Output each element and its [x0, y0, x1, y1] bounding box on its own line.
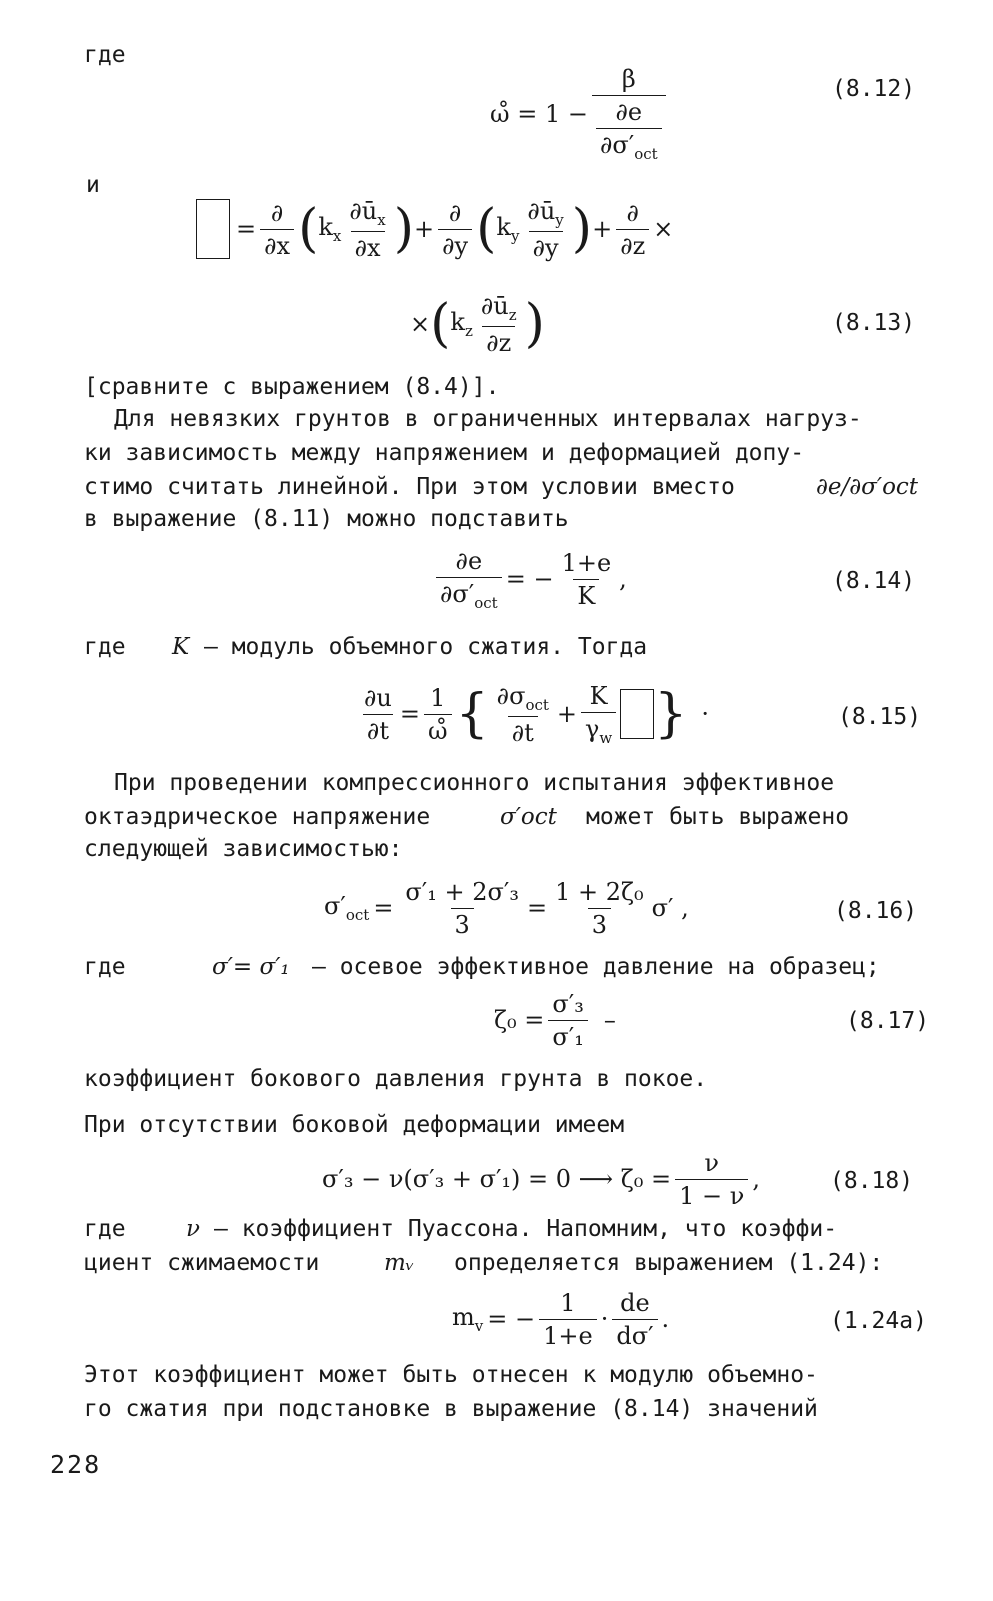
eq812-den-den — [596, 128, 662, 163]
eq814-label: (8.14) — [832, 568, 916, 594]
eq124a-d1: 1+e — [539, 1319, 597, 1350]
para1-line4: в выражение (8.11) можно подставить — [84, 506, 569, 532]
eq815-kfrac — [581, 682, 616, 747]
eq815-knum: K — [589, 681, 608, 710]
eq812-label: (8.12) — [832, 76, 916, 102]
eq815-dot: · — [701, 700, 709, 728]
eq813-kx-text: k — [318, 213, 333, 241]
eq813-paren-open-z: ( — [430, 294, 451, 354]
eq816-eq: = — [373, 894, 394, 922]
eq813-duz-sub: z — [508, 305, 517, 324]
eq814-rhs — [558, 549, 616, 610]
eq813-duxdx — [345, 197, 389, 262]
eq124a-end: . — [661, 1305, 670, 1333]
eq813-duz — [477, 292, 521, 326]
eq813-paren-close-y: ) — [571, 199, 593, 259]
eq816-lhs-sub: oct — [345, 906, 370, 924]
para3-line1: При отсутствии боковой деформации имеем — [84, 1112, 625, 1138]
eq124a-lhs — [452, 1303, 483, 1335]
eq813-duy-sub: y — [555, 210, 564, 229]
eq813-duzdz-den: ∂z — [482, 326, 515, 357]
where-label-2: где — [84, 634, 126, 660]
eq124a-d2: dσ′ — [612, 1319, 657, 1350]
eq813-kz-text: k — [450, 308, 465, 336]
equation-8-14 — [432, 540, 627, 618]
eq813-ky — [496, 213, 519, 245]
eq818-lhs: σ′₃ − ν(σ′₃ + σ′₁) = 0 ⟶ ζ₀ = — [322, 1165, 672, 1193]
eq814-eq: = − — [505, 565, 554, 593]
eq813-dux-text: ∂ū — [349, 196, 378, 225]
eq814-den — [436, 577, 502, 612]
eq816-n2: 1 + 2ζ₀ — [555, 877, 644, 906]
eq813-kz-sub: z — [464, 322, 473, 340]
eq815-inner-den: ∂t — [508, 716, 538, 747]
eq816-lhs — [324, 892, 369, 924]
eq813-duydy — [523, 197, 567, 262]
eq812-den-den-text: ∂σ′ — [599, 131, 635, 159]
eq813-ddx-num: ∂ — [270, 198, 284, 227]
eq813-kx-sub: x — [332, 227, 342, 245]
and-label: и — [86, 172, 100, 198]
eq815-brace-open: { — [455, 684, 489, 744]
eq813-plus-2: + — [592, 215, 613, 243]
equation-8-16 — [324, 870, 689, 946]
where3-rest: – осевое эффективное давление на образец; — [312, 954, 880, 980]
eq813-paren-close-z: ) — [524, 294, 545, 354]
eq813-ddx-den: ∂x — [260, 229, 294, 260]
eq815-bracket-right — [637, 689, 654, 739]
para1-line1: Для невязких грунтов в ограниченных интервалах нагруз- — [114, 406, 862, 432]
eq815-brace-close: } — [654, 684, 688, 744]
para1-line3: стимо считать линейной. При этом условии вместо — [84, 474, 735, 500]
where2-rest: – модуль объемного сжатия. Тогда — [204, 634, 648, 660]
para2-line2b: может быть выражено — [586, 804, 850, 830]
eq814-comma: , — [619, 565, 627, 593]
eq813-paren-open-x: ( — [298, 199, 319, 259]
eq816-frac1 — [401, 878, 523, 939]
eq817-frac — [548, 990, 587, 1051]
eq815-eq: = — [399, 700, 420, 728]
eq124a-label: (1.24a) — [830, 1308, 927, 1334]
eq813-times-2: × — [410, 310, 431, 338]
eq816-n1: σ′₁ + 2σ′₃ — [405, 877, 519, 906]
eq814-den-text: ∂σ′ — [440, 579, 475, 608]
eq813-ky-text: k — [496, 213, 511, 241]
para5-line2: го сжатия при подстановке в выражение (8.14) значений — [84, 1396, 818, 1422]
eq815-den: ∂t — [363, 714, 393, 745]
eq813-ddy — [438, 199, 472, 260]
eq814-den-sub: oct — [474, 593, 498, 612]
coef-line: коэффициент бокового давления грунта в покое. — [84, 1066, 708, 1092]
eq813-kx — [318, 213, 341, 245]
eq813-plus-1: + — [414, 215, 435, 243]
eq813-duydy-den: ∂y — [529, 231, 563, 262]
page-number: 228 — [50, 1450, 102, 1479]
eq818-frac — [675, 1149, 748, 1210]
eq815-inner-num-sub: oct — [525, 695, 549, 714]
eq817-den: σ′₁ — [548, 1020, 587, 1051]
eq124a-frac1 — [539, 1289, 597, 1350]
eq815-label: (8.15) — [838, 704, 922, 730]
eq814-rnum: 1+e — [561, 548, 612, 577]
eq813-paren-open-y: ( — [476, 199, 497, 259]
eq813-dux — [345, 197, 389, 231]
empty-bracket-right — [213, 199, 230, 259]
eq816-frac2 — [551, 878, 648, 939]
eq813-label: (8.13) — [832, 310, 916, 336]
eq815-lhs — [360, 684, 396, 745]
eq815-kden-sub: w — [599, 728, 613, 747]
equation-8-13-line1 — [196, 184, 673, 274]
eq813-ky-sub: y — [510, 227, 520, 245]
equation-8-18 — [322, 1146, 760, 1212]
eq813-paren-close-x: ) — [393, 199, 415, 259]
eq816-label: (8.16) — [834, 898, 918, 924]
para4-line2a: циент сжимаемости — [84, 1250, 320, 1276]
eq813-duzdz — [477, 292, 521, 357]
eq813-duy — [523, 197, 567, 231]
equation-8-17 — [494, 986, 616, 1054]
para2-line2a: октаэдрическое напряжение — [84, 804, 431, 830]
eq813-duxdx-den: ∂x — [351, 231, 385, 262]
eq813-ddy-num: ∂ — [448, 198, 462, 227]
eq817-num: σ′₃ — [552, 989, 584, 1018]
eq812-den-den-sub: oct — [634, 145, 658, 163]
para2-line1: При проведении компрессионного испытания эффективное — [114, 770, 835, 796]
eq124a-n1: 1 — [560, 1288, 576, 1317]
eq813-duz-text: ∂ū — [480, 291, 509, 320]
eq814-num: ∂e — [455, 546, 483, 575]
eq812-inner-fraction — [596, 98, 662, 163]
equation-8-12 — [490, 66, 670, 162]
where-label-4: где — [84, 1216, 126, 1242]
para5-line1: Этот коэффициент может быть отнесен к модулю объемно- — [84, 1362, 818, 1388]
para1-line3-expr: ∂e/∂σ′oct — [816, 474, 919, 500]
eq815-num: ∂u — [364, 683, 392, 712]
eq815-kden — [581, 712, 616, 747]
eq124a-frac2 — [612, 1289, 657, 1350]
where2-K: K — [172, 634, 190, 660]
eq813-times-1: × — [653, 215, 674, 243]
where4-nu: ν — [186, 1216, 200, 1242]
eq815-inner — [493, 682, 553, 747]
eq812-den — [592, 95, 666, 163]
eq815-kden-text: γ — [585, 714, 600, 743]
eq813-duy-text: ∂ū — [527, 196, 556, 225]
eq818-label: (8.18) — [830, 1168, 914, 1194]
equation-1-24a — [452, 1286, 669, 1352]
where-label-3: где — [84, 954, 126, 980]
eq817-dash: – — [603, 1006, 616, 1034]
eq815-coef — [424, 684, 452, 745]
where-label-1: где — [84, 42, 126, 68]
para2-line2-sym: σ′oct — [500, 804, 557, 830]
eq815-bracket-left — [620, 689, 637, 739]
eq816-rhs: σ′ , — [651, 894, 689, 922]
eq813-ddz-den: ∂z — [616, 229, 649, 260]
eq815-coef-num: 1 — [430, 683, 446, 712]
para2-line3: следующей зависимостью: — [84, 836, 403, 862]
where4-rest: – коэффициент Пуассона. Напомним, что коэффи- — [214, 1216, 838, 1242]
eq815-inner-num — [493, 682, 553, 716]
eq812-num: β — [621, 65, 636, 93]
eq124a-lhs-text: m — [452, 1303, 475, 1331]
eq816-d2: 3 — [588, 908, 611, 939]
eq813-ddx — [260, 199, 294, 260]
para1-line2: ки зависимость между напряжением и деформацией допу- — [84, 440, 805, 466]
eq124a-n2: de — [620, 1288, 650, 1317]
eq818-den: 1 − ν — [675, 1179, 748, 1210]
eq813-ddz-num: ∂ — [626, 198, 639, 227]
eq812-fraction — [592, 65, 666, 163]
equation-8-15 — [356, 672, 709, 756]
eq813-kz — [450, 308, 472, 340]
eq124a-dot: · — [600, 1305, 609, 1333]
eq815-coef-den: ω̊ — [424, 714, 452, 745]
para4-line2-sym: mᵥ — [384, 1250, 415, 1276]
eq818-comma: , — [752, 1165, 760, 1193]
eq816-d1: 3 — [451, 908, 474, 939]
eq813-ddz — [616, 199, 649, 260]
eq124a-eq: = − — [487, 1305, 536, 1333]
compare-line: [сравните с выражением (8.4)]. — [84, 374, 500, 400]
para4-line2b: определяется выражением (1.24): — [454, 1250, 884, 1276]
eq814-rden: K — [573, 579, 599, 610]
eq818-num: ν — [704, 1148, 719, 1177]
eq816-eq2: = — [526, 894, 548, 922]
eq815-inner-num-text: ∂σ — [496, 681, 526, 710]
eq813-eq: = — [236, 215, 257, 243]
eq124a-lhs-sub: v — [474, 1317, 484, 1335]
eq813-dux-sub: x — [377, 210, 386, 229]
empty-bracket-left — [196, 199, 213, 259]
eq812-den-num: ∂e — [615, 98, 643, 126]
eq812-lhs: ω̊ = 1 − — [490, 100, 588, 128]
eq813-ddy-den: ∂y — [438, 229, 472, 260]
eq817-lhs: ζ₀ = — [494, 1006, 545, 1034]
eq817-label: (8.17) — [846, 1008, 930, 1034]
where3-expr: σ′= σ′₁ — [212, 954, 290, 980]
eq816-lhs-text: σ′ — [324, 892, 346, 920]
eq814-lhs — [436, 547, 502, 612]
equation-8-13-line2 — [410, 284, 545, 364]
eq815-plus: + — [556, 700, 578, 728]
